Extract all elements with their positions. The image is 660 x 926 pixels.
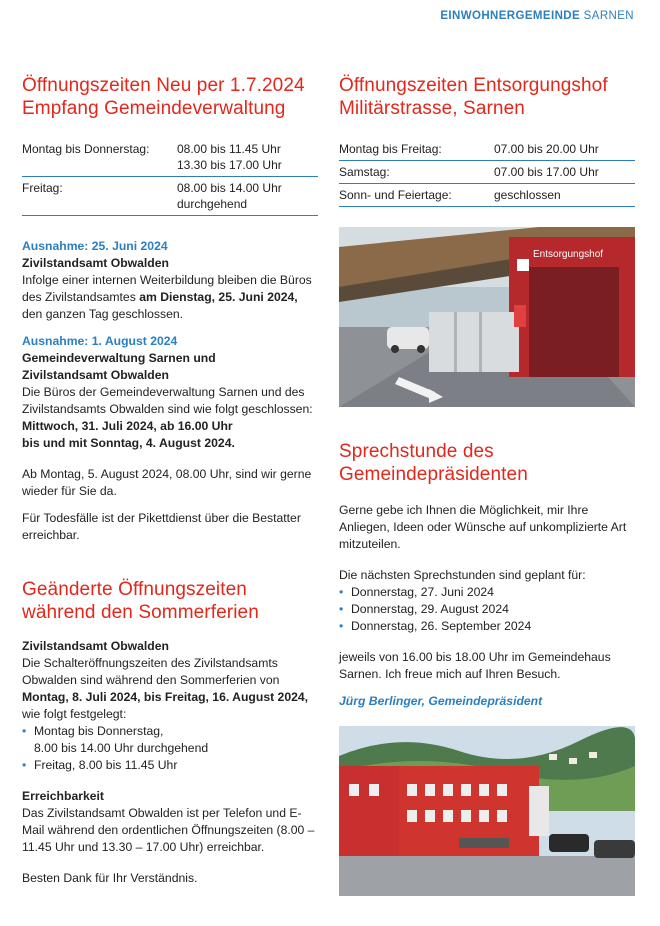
text-span: Infolge einer internen Weiterbildung bleiben die Büros des Zivilstandsamtes	[22, 273, 312, 304]
list-item	[339, 618, 635, 635]
text-span: den ganzen Tag geschlossen.	[22, 307, 184, 321]
title-consultation	[339, 440, 635, 486]
closed-dates: bis und mit Sonntag, 4. August 2024.	[22, 436, 235, 450]
title-line: Geänderte Öffnungszeiten	[22, 579, 247, 600]
title-line: Empfang Gemeindeverwaltung	[22, 98, 286, 119]
thanks-text: Besten Dank für Ihr Verständnis.	[22, 871, 198, 885]
list-item	[22, 757, 318, 774]
bullet-icon: •	[22, 758, 27, 772]
brand-bold: EINWOHNERGEMEINDE	[440, 10, 581, 22]
summer-hours-list	[22, 723, 318, 774]
closed-dates: Mittwoch, 31. Juli 2024, ab 16.00 Uhr	[22, 419, 233, 433]
text-bold: Montag, 8. Juli 2024, bis Freitag, 16. August 2024,	[22, 690, 309, 704]
list-line: Freitag, 8.00 bis 11.45 Uhr	[34, 758, 178, 772]
row-label: Montag bis Freitag:	[339, 142, 442, 156]
bullet-icon: •	[339, 619, 344, 633]
reopen-text: Ab Montag, 5. August 2024, 08.00 Uhr, sind wir gerne wieder für Sie da.	[22, 467, 312, 498]
text-span: wie folgt festgelegt:	[22, 707, 127, 721]
consultation-intro: Gerne gebe ich Ihnen die Möglichkeit, mir Ihre Anliegen, Ideen oder Wünsche auf unkomplizierte Art mitzuteilen.	[339, 503, 627, 551]
exception-subheading: Gemeindeverwaltung Sarnen und	[22, 351, 216, 365]
time-location-text: jeweils von 16.00 bis 18.00 Uhr im Gemeindehaus Sarnen. Ich freue mich auf Ihren Besuch.	[339, 650, 611, 681]
table-row	[22, 177, 318, 216]
reachability-text: Das Zivilstandsamt Obwalden ist per Telefon und E-Mail während den ordentlichen Öffnungszeiten (8.00 – 11.45 Uhr und 13.30 – 17.00 Uhr) erreichbar.	[22, 806, 315, 854]
title-line: Öffnungszeiten Entsorgungshof	[339, 75, 608, 96]
list-item	[22, 723, 318, 757]
row-value: geschlossen	[494, 188, 561, 202]
date-text: Donnerstag, 26. September 2024	[351, 619, 532, 633]
bullet-icon: •	[339, 602, 344, 616]
exception-heading: Ausnahme: 1. August 2024	[22, 334, 178, 348]
row-value: 07.00 bis 20.00 Uhr	[494, 142, 599, 156]
exception-subheading: Zivilstandsamt Obwalden	[22, 256, 169, 270]
title-line: Sprechstunde des	[339, 441, 494, 462]
town-hall-photo	[339, 726, 635, 896]
list-line: Montag bis Donnerstag,	[34, 724, 164, 738]
row-label: Sonn- und Feiertage:	[339, 188, 452, 202]
row-value: 07.00 bis 17.00 Uhr	[494, 165, 599, 179]
title-line: während den Sommerferien	[22, 602, 259, 623]
bullet-icon: •	[22, 724, 27, 738]
brand-header	[440, 8, 634, 25]
row-label: Samstag:	[339, 165, 390, 179]
text-bold: am Dienstag, 25. Juni 2024,	[139, 290, 298, 304]
summer-subheading: Zivilstandsamt Obwalden	[22, 639, 169, 653]
row-label: Montag bis Donnerstag:	[22, 142, 150, 156]
death-notice-text: Für Todesfälle ist der Pikettdienst über die Bestatter erreichbar.	[22, 511, 301, 542]
row-value	[177, 138, 318, 177]
disposal-hours-table	[339, 138, 635, 207]
row-value	[177, 177, 318, 216]
title-disposal-hours	[339, 74, 635, 120]
title-line: Gemeindepräsidenten	[339, 464, 528, 485]
exception-text	[22, 272, 318, 323]
text-span: Die Schalteröffnungszeiten des Zivilstandsamts Obwalden sind während den Sommerferien von	[22, 656, 280, 687]
exception-subheading: Zivilstandsamt Obwalden	[22, 368, 169, 382]
value-line: durchgehend	[177, 197, 248, 211]
title-summer-hours	[22, 578, 318, 624]
brand-rest: SARNEN	[583, 10, 634, 22]
signature: Jürg Berlinger, Gemeindepräsident	[339, 694, 543, 708]
consultation-dates-list	[339, 584, 635, 635]
exception-text: Die Büros der Gemeindeverwaltung Sarnen und des Zivilstandsamts Obwalden sind wie folgt geschlossen:	[22, 385, 313, 416]
table-row	[339, 184, 635, 207]
bullet-icon: •	[339, 585, 344, 599]
list-line: 8.00 bis 14.00 Uhr durchgehend	[34, 741, 209, 755]
title-opening-hours	[22, 74, 318, 120]
sign-text: Entsorgungshof	[533, 249, 604, 260]
title-line: Öffnungszeiten Neu per 1.7.2024	[22, 75, 305, 96]
table-row	[22, 138, 318, 177]
reachability-heading: Erreichbarkeit	[22, 789, 104, 803]
left-column	[22, 74, 318, 897]
table-row	[339, 161, 635, 184]
opening-hours-table	[22, 138, 318, 215]
date-text: Donnerstag, 29. August 2024	[351, 602, 509, 616]
list-item	[339, 584, 635, 601]
table-row	[339, 138, 635, 161]
date-text: Donnerstag, 27. Juni 2024	[351, 585, 494, 599]
disposal-yard-photo	[339, 227, 635, 407]
summer-text	[22, 655, 318, 723]
value-line: 08.00 bis 14.00 Uhr	[177, 181, 282, 195]
next-dates-label: Die nächsten Sprechstunden sind geplant für:	[339, 568, 586, 582]
exception-heading: Ausnahme: 25. Juni 2024	[22, 239, 168, 253]
value-line: 08.00 bis 11.45 Uhr	[177, 142, 281, 156]
list-item	[339, 601, 635, 618]
divider	[22, 215, 318, 216]
row-label: Freitag:	[22, 181, 63, 195]
title-line: Militärstrasse, Sarnen	[339, 98, 525, 119]
value-line: 13.30 bis 17.00 Uhr	[177, 158, 282, 172]
right-column	[339, 74, 635, 896]
